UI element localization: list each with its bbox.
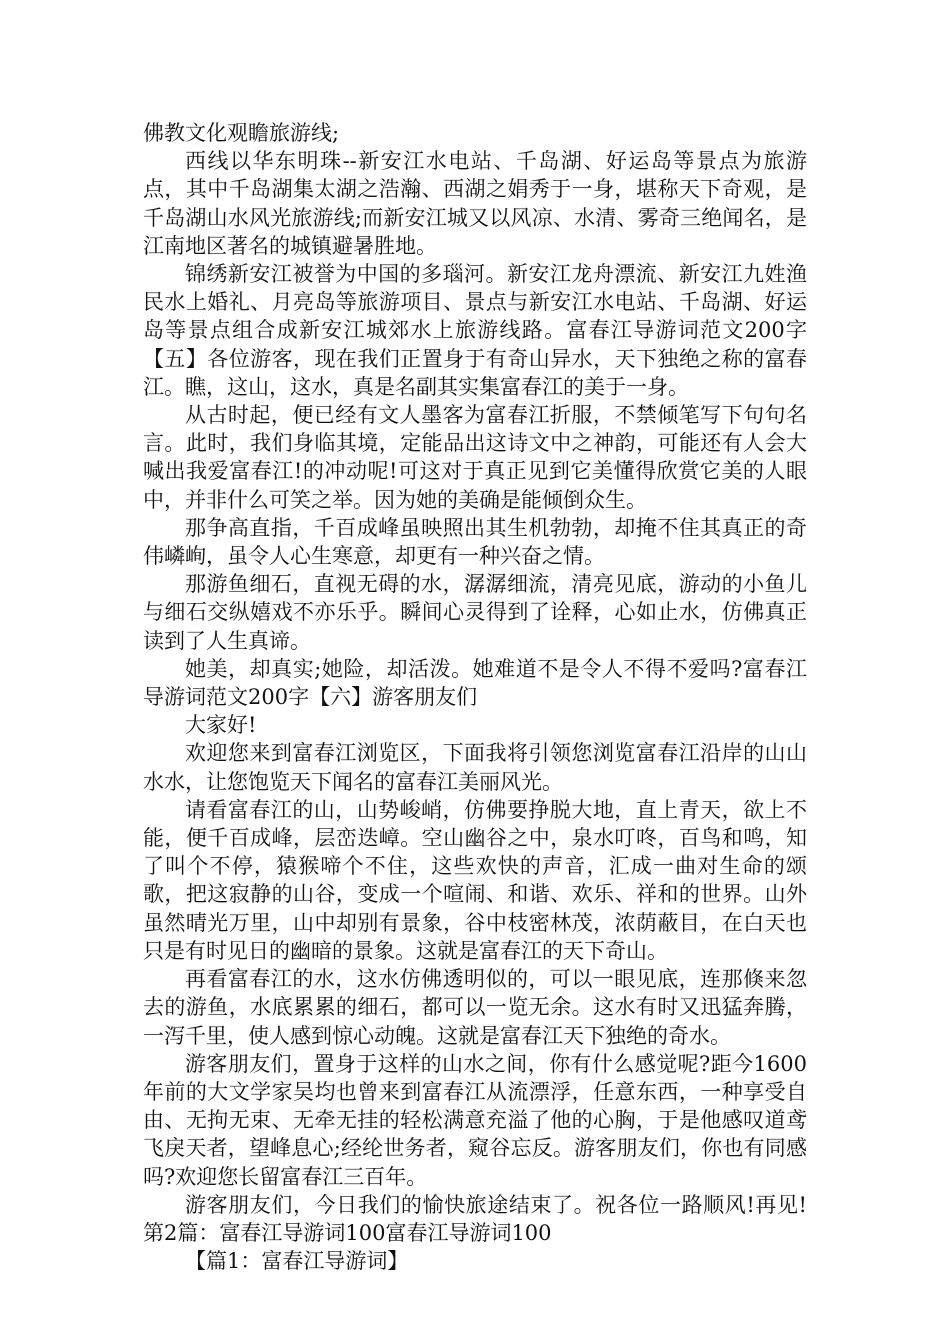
paragraph: 游客朋友们，置身于这样的山水之间，你有什么感觉呢?距今1600年前的大文学家吴均也曾来到富春江从流漂浮，任意东西，一种享受自由、无拘无束、无牵无挂的轻松满意充溢了他的心胸，于是他感叹道鸢飞戾天者，望峰息心;经纶世务者，窥谷忘反。游客朋友们，你也有同感吗?欢迎您长留富春江三百年。 [143,1051,807,1189]
paragraph: 那游鱼细石，直视无碍的水，潺潺细流，清亮见底，游动的小鱼儿与细石交纵嬉戏不亦乐乎。瞬间心灵得到了诠释，心如止水，仿佛真正读到了人生真谛。 [143,572,807,653]
paragraph: 游客朋友们，今日我们的愉快旅途结束了。祝各位一路顺风!再见!第2篇：富春江导游词100富春江导游词100 [143,1192,807,1245]
paragraph: 锦绣新安江被誉为中国的多瑙河。新安江龙舟漂流、新安江九姓渔民水上婚礼、月亮岛等旅游项目、景点与新安江水电站、千岛湖、好运岛等景点组合成新安江城郊水上旅游线路。富春江导游词范文200字【五】各位游客，现在我们正置身于有奇山异水，天下独绝之称的富春江。瞧，这山，这水，真是名副其实集富春江的美于一身。 [143,262,807,399]
paragraph: 她美，却真实;她险，却活泼。她难道不是令人不得不爱吗?富春江导游词范文200字【六】游客朋友们 [143,656,807,710]
section-heading: 【篇1：富春江导游词】 [185,1249,409,1274]
paragraph: 大家好! [185,713,257,738]
paragraph: 佛教文化观瞻旅游线; [143,121,340,145]
paragraph: 西线以华东明珠--新安江水电站、千岛湖、好运岛等景点为旅游点，其中千岛湖集太湖之浩瀚、西湖之娟秀于一身，堪称天下奇观，是千岛湖山水风光旅游线;而新安江城又以风凉、水清、雾奇三绝闻名，是江南地区著名的城镇避暑胜地。 [143,149,807,258]
paragraph: 欢迎您来到富春江浏览区，下面我将引领您浏览富春江沿岸的山山水水，让您饱览天下闻名的富春江美丽风光。 [143,741,807,794]
paragraph: 从古时起，便已经有文人墨客为富春江折服，不禁倾笔写下句句名言。此时，我们身临其境，定能品出这诗文中之神韵，可能还有人会大喊出我爱富春江!的冲动呢!可这对于真正见到它美懂得欣赏它美的人眼中，并非什么可笑之举。因为她的美确是能倾倒众生。 [143,403,807,512]
paragraph: 那争高直指，千百成峰虽映照出其生机勃勃，却掩不住其真正的奇伟嶙峋，虽令人心生寒意，却更有一种兴奋之情。 [143,515,807,569]
document-page [143,119,807,1275]
paragraph: 请看富春江的山，山势峻峭，仿佛要挣脱大地，直上青天，欲上不能，便千百成峰，层峦迭嶂。空山幽谷之中，泉水叮咚，百鸟和鸣，知了叫个不停，猿猴啼个不住，这些欢快的声音，汇成一曲对生命的颂歌，把这寂静的山谷，变成一个喧闹、和谐、欢乐、祥和的世界。山外虽然晴光万里，山中却别有景象，谷中枝密林茂，浓荫蔽目，在白天也只是有时见日的幽暗的景象。这就是富春江的天下奇山。 [143,797,807,963]
paragraph: 再看富春江的水，这水仿佛透明似的，可以一眼见底，连那倏来忽去的游鱼，水底累累的细石，都可以一览无余。这水有时又迅猛奔腾，一泻千里，使人感到惊心动魄。这就是富春江天下独绝的奇水。 [143,967,807,1048]
